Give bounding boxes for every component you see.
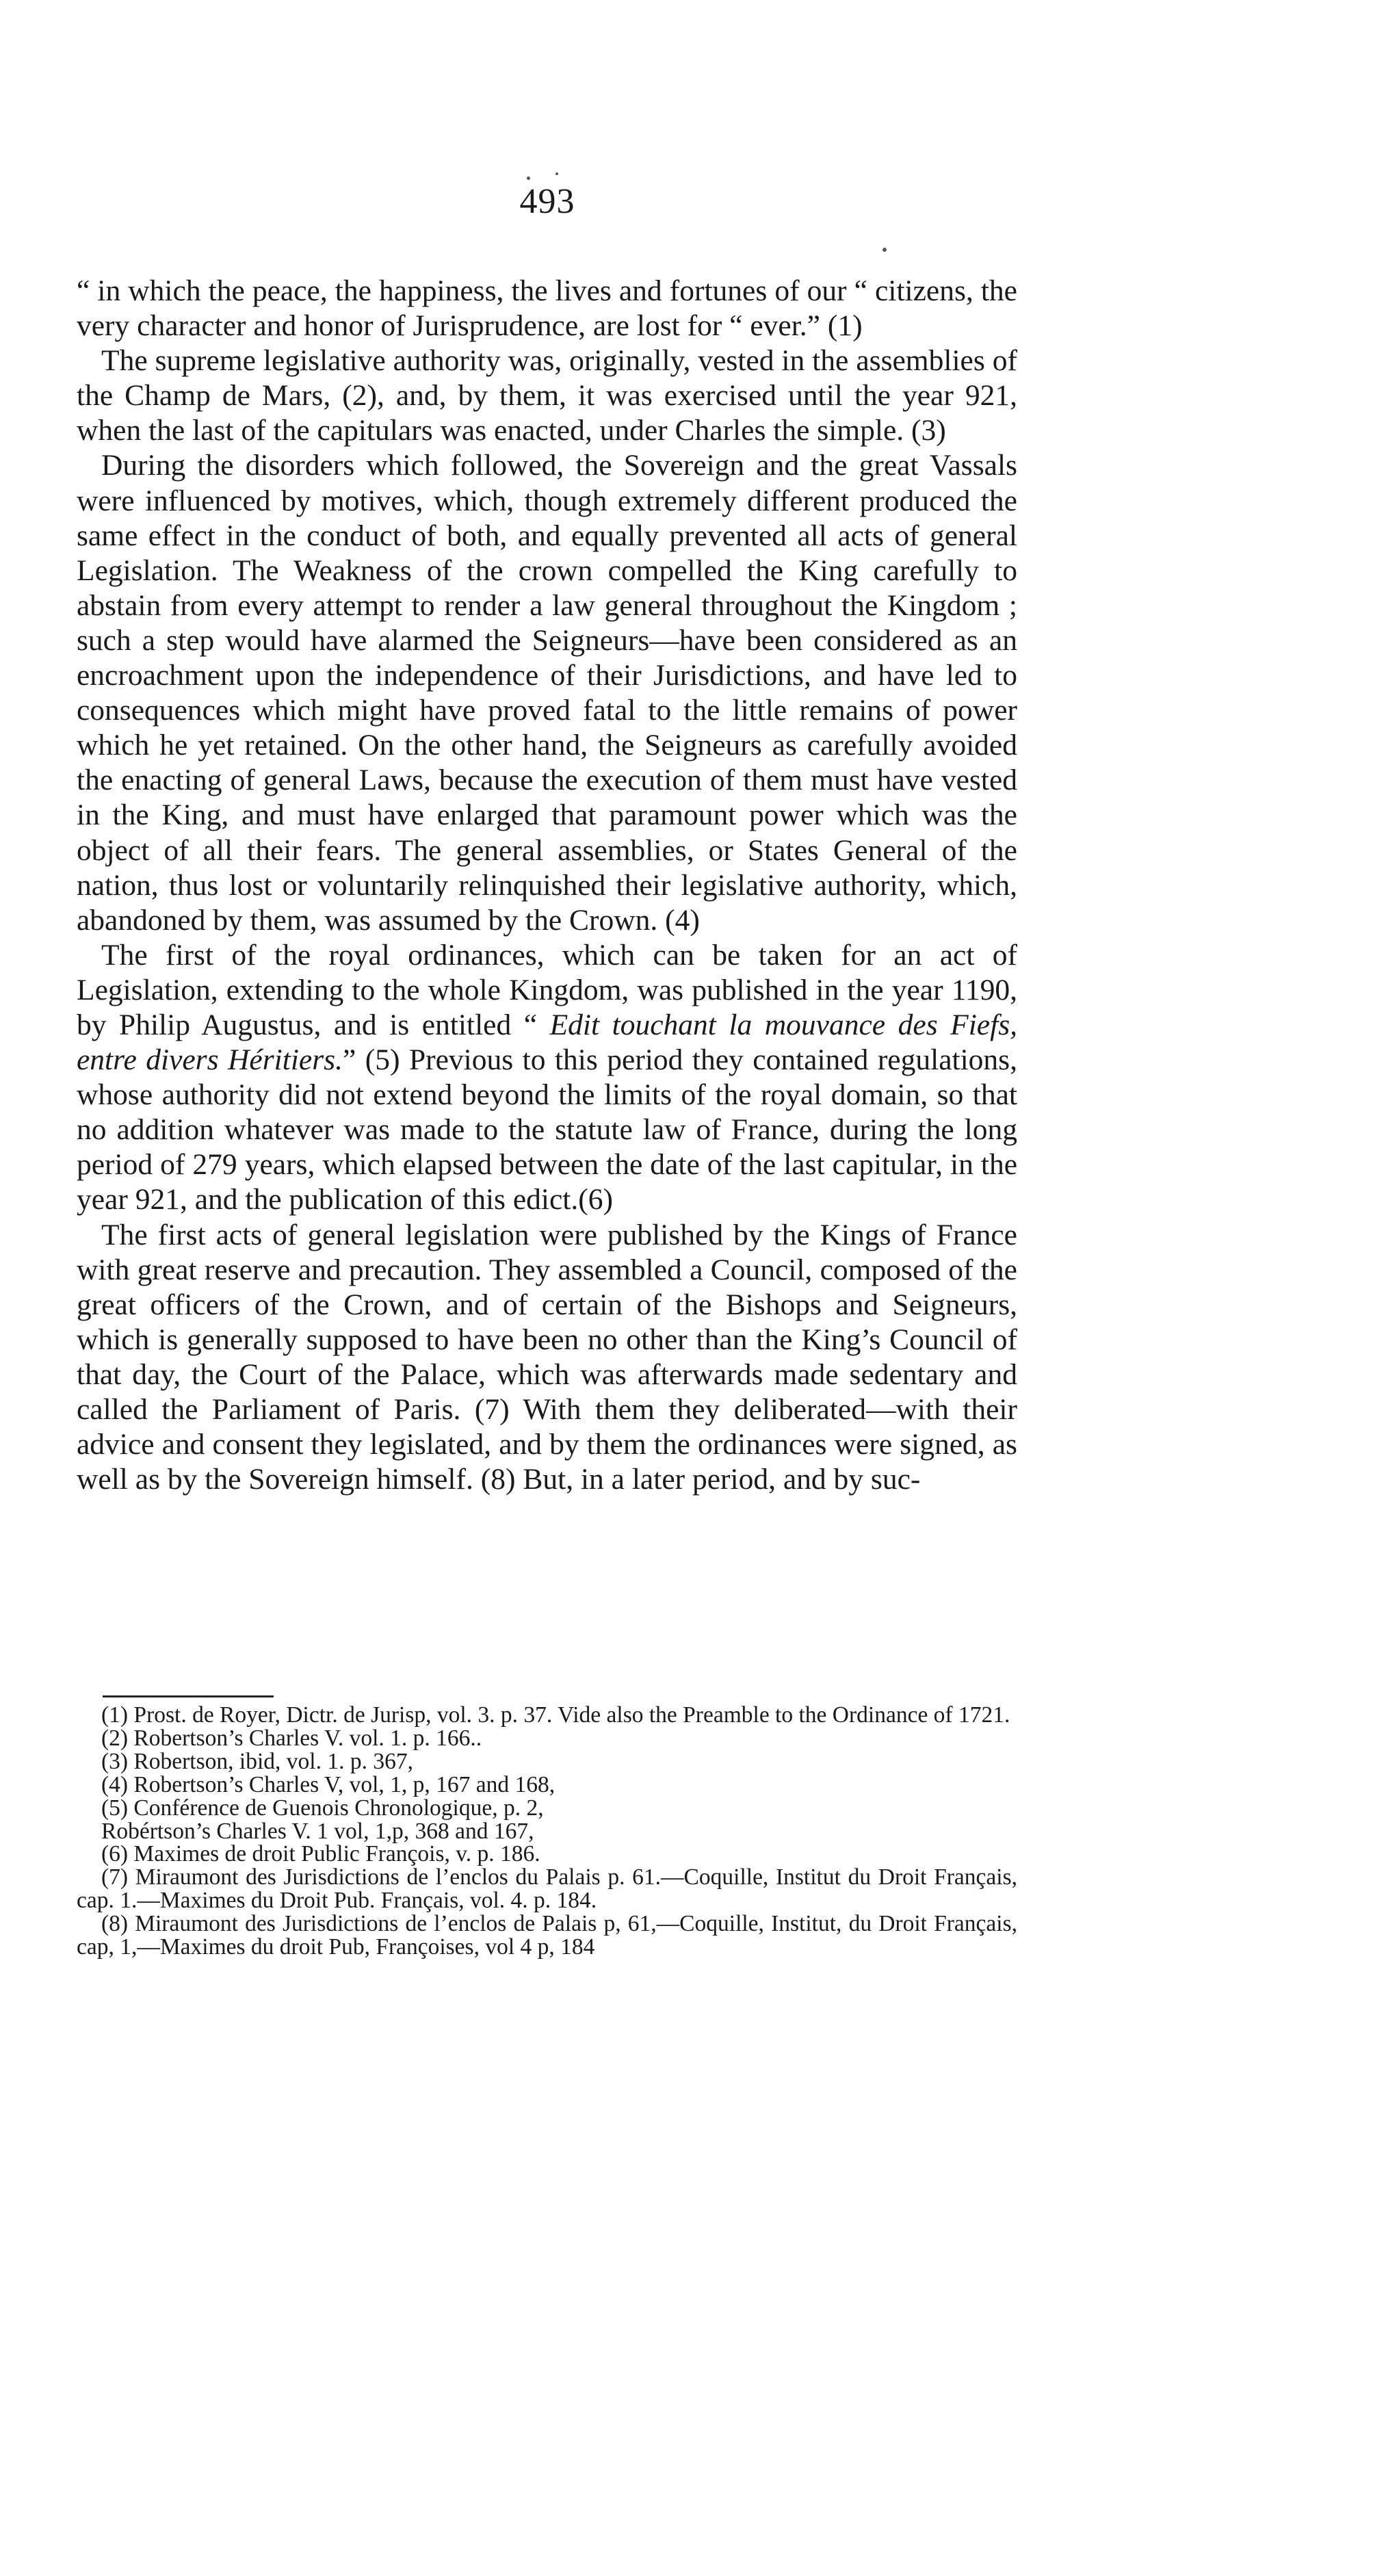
footnote-5: (5) Conférence de Guenois Chronologique, p. 2, — [101, 1795, 544, 1821]
edict-title: Edit touchant la mouvance des Fiefs, entre divers Héritiers. — [77, 1008, 1018, 1077]
footnote-4: (4) Robertson’s Charles V, vol, 1, p, 167 and 168, — [101, 1771, 555, 1797]
print-speck — [555, 172, 558, 175]
footnote-divider — [103, 1695, 274, 1697]
footnote-1: (1) Prost. de Royer, Dictr. de Jurisp, vol. 3. p. 37. Vide also the Preamble to the Ordinance of 1721. — [101, 1702, 1010, 1728]
footnote-2: (2) Robertson’s Charles V. vol. 1. p. 166.. — [101, 1725, 482, 1751]
page-number: 493 — [519, 182, 575, 221]
footnote-7: (7) Miraumont des Jurisdictions de l’enclos du Palais p. 61.—Coquille, Institut du Droit Français, cap. 1.—Maximes du Droit Pub. Français, vol. 4. p. 184. — [77, 1864, 1017, 1914]
footnote-5-continued: Robértson’s Charles V. 1 vol, 1,p, 368 and 167, — [101, 1818, 534, 1844]
paragraph-royal-ordinances — [77, 938, 1017, 1218]
paragraph-legislative-authority: The supreme legislative authority was, originally, vested in the assemblies of the Champ de Mars, (2), and, by them, it was exercised until the year 921, when the last of the capitulars was enacted, under Charles the simple. (3) — [77, 344, 1017, 447]
footnote-3: (3) Robertson, ibid, vol. 1. p. 367, — [101, 1748, 413, 1774]
paragraph-continuation: “ in which the peace, the happiness, the lives and fortunes of our “ citizens, the very character and honor of Jurisprudence, are lost for “ ever.” (1) — [77, 274, 1017, 343]
footnote-6: (6) Maximes de droit Public François, v. p. 186. — [101, 1841, 540, 1867]
paragraph-general-legislation: The first acts of general legislation were published by the Kings of France with great reserve and precaution. They assembled a Council, composed of the great officers of the Crown, and of certain of the Bishops and Seigneurs, which is generally supposed to have been no other than the King’s Council of that day, the Court of the Palace, which was afterwards made sedentary and called the Parliament of Paris. (7) With them they deliberated—with their advice and consent they legislated, and by them the ordinances were signed, as well as by the Sovereign himself. (8) But, in a later period, and by suc- — [77, 1218, 1017, 1496]
body-text — [77, 274, 1017, 1497]
paragraph-royal-ordinances-start: The first of the royal ordinances, which can be taken for an act of Legislation, extending to the whole Kingdom, was published in the year 1190, by Philip Augustus, and is entitled “ — [77, 938, 1017, 1041]
paragraph-royal-ordinances-end: ” (5) Previous to this period they contained regulations, whose authority did not extend beyond the limits of the royal domain, so that no addition whatever was made to the statute law of France, during the long period of 279 years, which elapsed between the date of the last capitular, in the year 921, and the publication of this edict.(6) — [77, 1043, 1017, 1217]
print-speck — [527, 177, 530, 180]
paragraph-disorders: During the disorders which followed, the Sovereign and the great Vassals were influenced by motives, which, though extremely different produced the same effect in the conduct of both, and equally prevented all acts of general Legislation. The Weakness of the crown compelled the King carefully to abstain from every attempt to render a law general throughout the Kingdom ; such a step would have alarmed the Seigneurs—have been considered as an encroachment upon the independence of their Jurisdictions, and have led to consequences which might have proved fatal to the little remains of power which he yet retained. On the other hand, the Seigneurs as carefully avoided the enacting of general Laws, because the execution of them must have vested in the King, and must have enlarged that paramount power which was the object of all their fears. The general assemblies, or States General of the nation, thus lost or voluntarily relinquished their legislative authority, which, abandoned by them, was assumed by the Crown. (4) — [77, 449, 1017, 937]
footnotes — [77, 1704, 1017, 1959]
footnote-8: (8) Miraumont des Jurisdictions de l’enclos de Palais p, 61,—Coquille, Institut, du Droit Français, cap, 1,—Maximes du droit Pub, Françoises, vol 4 p, 184 — [77, 1911, 1017, 1960]
print-speck — [882, 248, 887, 252]
